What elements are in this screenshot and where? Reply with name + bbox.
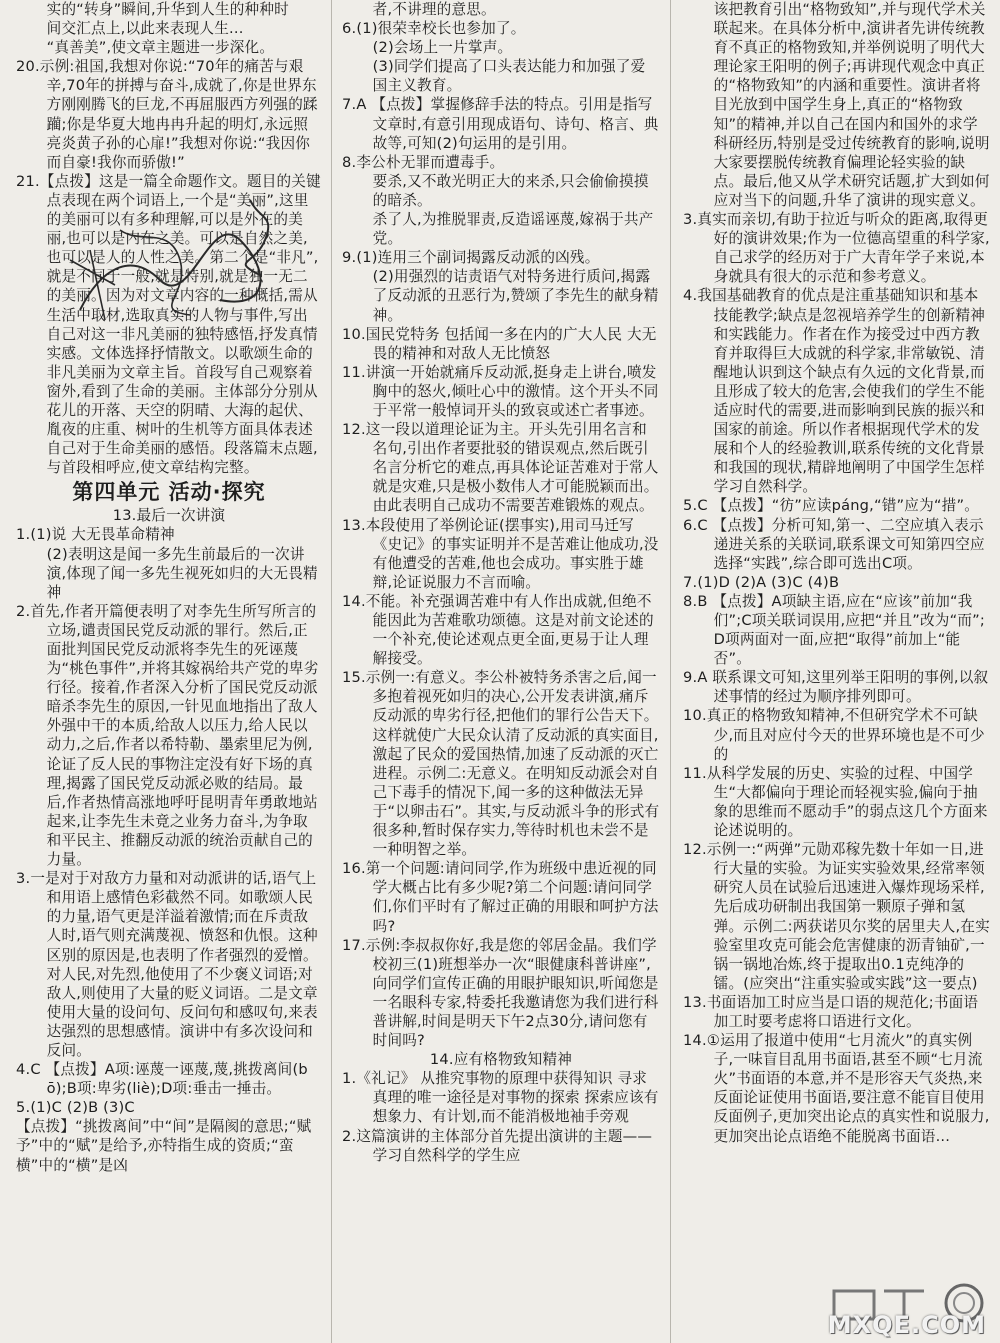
answer-paragraph: 12.这一段以道理论证为主。开头先引用名言和名句,引出作者要批驳的错误观点,然后既引名言分析它的难点,再具体论证苦难对于常人就是灾难,只是极小数伟人才可能脱颖而出。由此表明自己成功不需要苦难锻炼的观点。	[342, 421, 659, 515]
answer-paragraph: 12.示例一:“两弹”元勋邓稼先数十年如一日,进行大量的实验。为证实实验效果,经常率领研究人员在试验后迅速进入爆炸现场采样,先后成功研制出我国第一颗原子弹和氢弹。示例二:两获诺贝尔奖的居里夫人,在实验室里攻克可能会危害健康的沥青铀矿,一锅一锅地冶炼,终于提取出0.1克纯净的镭。(应突出“注重实验或实践”这一要点)	[683, 841, 990, 992]
answer-paragraph: 13.书面语加工时应当是口语的规范化;书面语加工时要考虑将口语进行文化。	[683, 993, 979, 1030]
answer-paragraph: (2)会场上一片掌声。	[372, 39, 513, 57]
answer-paragraph: 16.第一个问题:请问同学,作为班级中患近视的同学大概占比有多少呢?第二个问题:请问同学们,你们平时有了解过正确的用眼和呵护方法吗?	[342, 860, 659, 935]
answer-paragraph: 11.从科学发展的历史、实验的过程、中国学生“大都偏向于理论而轻视实验,偏向于抽象的思维而不愿动手”的弱点这几个方面来论述说明的。	[683, 764, 988, 840]
answer-paragraph: 17.示例:李叔叔你好,我是您的邻居金晶。我们学校初三(1)班想举办一次“眼健康科普讲座”,向同学们宣传正确的用眼护眼知识,听闻您是一名眼科专家,特委托我邀请您为我们进行科普讲解,时间是明天下午2点30分,请问您有时间吗?	[342, 936, 659, 1050]
answer-paragraph: 1.《礼记》 从推究事物的原理中获得知识 寻求真理的唯一途径是对事物的探索 探索应该有想象力、有计划,而不能消极地袖手旁观	[342, 1070, 659, 1126]
lesson-title: 14.应有格物致知精神	[429, 1051, 573, 1069]
column-left	[16, 0, 322, 1343]
answer-paragraph: 9.(1)连用三个副词揭露反动派的凶残。	[342, 249, 600, 267]
answer-paragraph: 10.真正的格物致知精神,不但研究学术不可缺少,而且对应付今天的世界环境也是不可少的	[683, 707, 985, 763]
answer-paragraph: “真善美”,使文章主题进一步深化。	[46, 39, 275, 57]
answer-paragraph: 15.示例一:有意义。李公朴被特务杀害之后,闻一多抱着视死如归的决心,公开发表讲演,痛斥反动派的卑劣行径,把他们的罪行公告天下。这样就使广大民众认清了反动派的真实面目,激起了民众的爱国热情,加速了反动派的灭亡进程。示例二:无意义。在明知反动派会对自己下毒手的情况下,闻一多的这种做法无异于“以卵击石”。其实,与反动派斗争的形式有很多种,暂时保存实力,等待时机也未尝不是一种明智之举。	[342, 669, 660, 859]
answer-paragraph: 间交汇点上,以此来表现人生...	[46, 20, 244, 38]
answer-paragraph: 13.本段使用了举例论证(摆事实),用司马迁写《史记》的事实证明并不是苦难让他成功,没有他遭受的苦难,他也会成功。事实胜于雄辩,论证说服力不言而喻。	[342, 516, 659, 591]
answer-paragraph: 5.C 【点拨】“彷”应读páng,“错”应为“措”。	[683, 497, 980, 515]
answer-paragraph: 6.C 【点拨】分析可知,第一、二空应填入表示递进关系的关联词,联系课文可知第四空应选择“实践”,综合即可选出C项。	[683, 516, 985, 572]
answer-paragraph: 10.国民党特务 包括闻一多在内的广大人民 大无畏的精神和对敌人无比愤怒	[342, 325, 657, 362]
answer-paragraph: 8.李公朴无罪而遭毒手。	[342, 153, 505, 171]
answer-paragraph: 21.【点拨】这是一篇全命题作文。题目的关键点表现在两个词语上,一个是“美丽”,这里的美丽可以有多种理解,可以是外在的美丽,也可以是内在之美。可以是自然之美,也可以是人的人性之美。第二个是“非凡”,就是不同于一般,就是特别,就是独一无二的美丽。因为对文章内容的一种概括,需从生活中取材,选取真实的人物与事件,写出自己对这一非凡美丽的独特感悟,抒发真情实感。文体选择抒情散文。以歌颂生命的非凡美丽为文章主旨。首段写自己观察着窗外,看到了生命的美丽。主体部分分别从花儿的开落、天空的阴晴、大海的起伏、胤夜的庄重、树叶的生机等方面具体表述自己对于生命美丽的感悟。段落篇末点题,与首段相呼应,使文章结构完整。	[16, 172, 321, 477]
answer-paragraph: 20.示例:祖国,我想对你说:“70年的痛苦与艰辛,70年的拼搏与奋斗,成就了,你是世界东方刚刚腾飞的巨龙,不再屈服西方列强的蹂躏;你是华夏大地冉冉升起的明灯,永远照亮炎黄子孙的心扉!”我想对你说:“我因你而自豪!我你而骄傲!”	[16, 58, 318, 171]
answer-paragraph: 7.(1)D (2)A (3)C (4)B	[683, 573, 840, 591]
answer-paragraph: 14.①运用了报道中使用“七月流火”的真实例子,一味盲目乱用书面语,甚至不顾“七月流火”书面语的本意,并不是形容天气炎热,来反面论证使用书面语,要注意不能盲目使用反面例子,更加突出论点的真实性和说服力,更加突出论点语绝不能脱离书面语...	[683, 1032, 990, 1145]
answer-paragraph: 2.首先,作者开篇便表明了对李先生所写所言的立场,谴责国民党反动派的罪行。然后,正面批判国民党反动派将李先生的死诬蔑为“桃色事件”,并将其嫁祸给共产党的卑劣行径。接着,作者深入分析了国民党反动派暗杀李先生的原因,一针见血地指出了敌人外强中干的本质,给敌人以压力,给人民以动力,之后,作者以希特勒、墨索里尼为例,论证了反人民的事物注定没有好下场的真理,揭露了国民党反动派必败的结局。最后,作者热情高涨地呼吁昆明青年勇敢地站起来,让李先生未竟之业务力奋斗,为争取和平民主、推翻反动派的统治贡献自己的力量。	[16, 602, 319, 869]
answer-paragraph: 2.这篇演讲的主体部分首先提出演讲的主题——学习自然科学的学生应	[342, 1127, 653, 1164]
answer-paragraph: 5.(1)C (2)B (3)C	[16, 1099, 135, 1117]
answer-paragraph: 该把教育引出“格物致知”,并与现代学术关联起来。在具体分析中,演讲者先讲传统教育不真正的格物致知,并举例说明了明代大理论家王阳明的例子;再讲现代观念中真正的“格物致知”的内涵和重要性。演讲者将目光放到中国学生身上,真正的“格物致知”的精神,并以自己在国内和国外的求学科研经历,特别是受过传统教育的影响,说明大家要摆脱传统教育偏理论轻实验的缺点。最后,他又从学术研究话题,扩大到如何应对当下的问题,升华了演讲的现实意义。	[713, 1, 990, 209]
answer-paragraph: 14.不能。补充强调苦难中有人作出成就,但绝不能因此为苦难歌功颂德。这是对前文论述的一个补充,使论述观点更全面,更易于让人理解接受。	[342, 592, 654, 668]
answer-paragraph: 6.(1)很荣幸校长也参加了。	[342, 20, 526, 38]
answer-paragraph: 3.一是对于对敌方力量和对动派讲的话,语气上和用语上感情色彩截然不同。如歌颂人民的力量,语气更是洋溢着激情;而在斥责敌人时,语气则充满蔑视、愤怒和仇恨。这种区别的原因是,也表明了作者强烈的爱憎。对人民,对先烈,他使用了不少褒义词语;对敌人,则使用了大量的贬义词语。二是文章使用大量的设问句、反问句和感叹句,来表达强烈的思想感情。演讲中有多次设问和反问。	[16, 870, 318, 1059]
answer-paragraph: 11.讲演一开始就痛斥反动派,挺身走上讲台,喷发胸中的怒火,倾吐心中的激情。这个开头不同于平常一般悼词开头的致哀或述亡者事迹。	[342, 363, 659, 419]
answer-paragraph: (2)表明这是闻一多先生前最后的一次讲演,体现了闻一多先生视死如归的大无畏精神	[46, 545, 318, 601]
answer-paragraph: 4.我国基础教育的优点是注重基础知识和基本技能教学;缺点是忽视培养学生的创新精神和实践能力。作者在作为接受过中西方教育并取得巨大成就的科学家,非常敏锐、清醒地认识到这个缺点有久远的文化背景,而且形成了较大的危害,会使我们的学生不能适应时代的需要,进而影响到民族的振兴和国家的前途。所以作者根据现代学术的发展和个人的经验教训,联系传统的文化背景和我国的现状,精辟地阐明了中国学生怎样学习自然科学。	[683, 287, 986, 496]
answer-paragraph: 实的“转身”瞬间,升华到人生的种种时	[46, 1, 289, 18]
answer-paragraph: 8.B 【点拨】A项缺主语,应在“应该”前加“我们”;C项关联词误用,应把“并且”改为“而”;D项两面对一面,应把“取得”前加上“能否”。	[683, 592, 986, 668]
column-middle	[342, 0, 660, 1343]
unit-heading: 第四单元 活动·探究	[72, 480, 266, 505]
answer-paragraph: 9.A 联系课文可知,这里列举王阳明的事例,以叙述事情的经过为顺序排列即可。	[683, 669, 989, 706]
answer-paragraph: 者,不讲理的意思。	[372, 1, 496, 18]
answer-paragraph: 【点拨】“挑拨离间”中“间”是隔阂的意思;“赋予”中的“赋”是给予,亦特指生成的资质;“蛮横”中的“横”是凶	[16, 1118, 312, 1174]
answer-paragraph: 4.C 【点拨】A项:诬蔑一诬蔑,蔑,挑拨离间(bō);B项:卑劣(liè);D项:垂击一捶击。	[16, 1061, 308, 1098]
answer-paragraph: 杀了人,为推脱罪责,反造谣诬蔑,嫁祸于共产党。	[372, 211, 654, 248]
watermark-text: MXQE.COM	[827, 1311, 986, 1339]
answer-paragraph: (2)用强烈的诘责语气对特务进行质问,揭露了反动派的丑恶行为,赞颂了李先生的献身精神。	[372, 268, 659, 324]
answer-paragraph: 要杀,又不敢光明正大的来杀,只会偷偷摸摸的暗杀。	[372, 172, 649, 209]
answer-paragraph: 7.A 【点拨】掌握修辞手法的特点。引用是指写文章时,有意引用现成语句、诗句、格言、典故等,可知(2)句运用的是引用。	[342, 96, 659, 152]
column-divider	[331, 0, 332, 1343]
column-divider	[670, 0, 671, 1343]
column-right	[683, 0, 990, 1343]
answer-paragraph: 3.真实而亲切,有助于拉近与听众的距离,取得更好的演讲效果;作为一位德高望重的科学家,自己求学的经历对于广大青年学子来说,本身就具有很大的示范和参考意义。	[683, 211, 990, 286]
answer-paragraph: 1.(1)说 大无畏革命精神	[16, 526, 175, 544]
lesson-title: 13.最后一次讲演	[112, 507, 226, 525]
answer-paragraph: (3)同学们提高了口头表达能力和加强了爱国主义教育。	[372, 58, 646, 95]
